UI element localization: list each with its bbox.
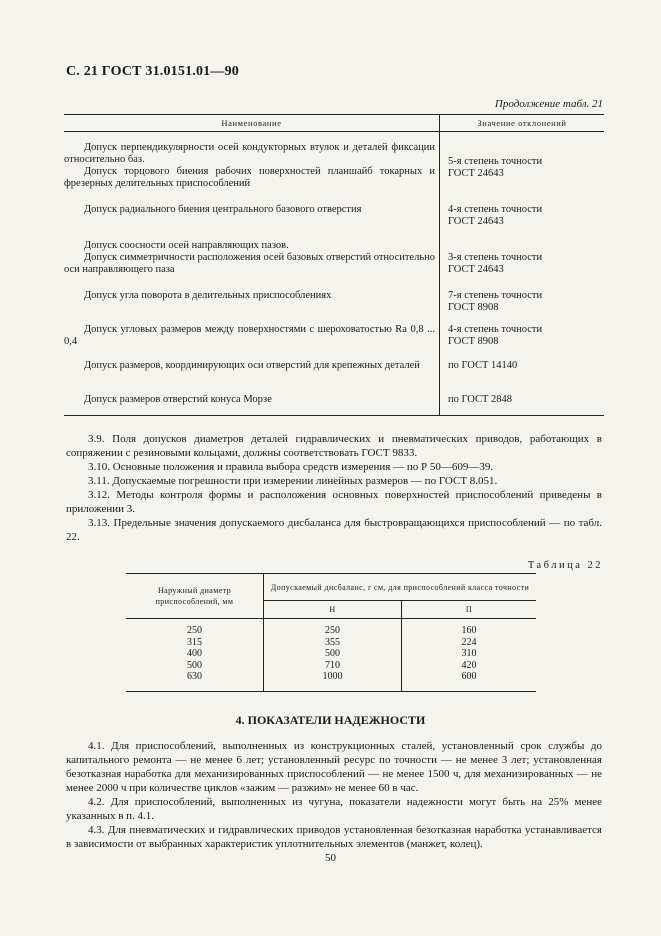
cell: 250 [325,625,340,636]
row-value: ГОСТ 24643 [448,168,504,179]
cell: 250 [187,625,202,636]
row-value: 7-я степень точности [448,289,543,301]
paragraph: 4.1. Для приспособлений, выполненных из конструкционных сталей, установленный срок службы до капитального ремонта — не менее 6 лет; установленный ресурс по точности — не менее 3 лет; установленная безотказная наработка для механизированных приспособлений — не менее 1500 ч, для механизированных — не менее 2000 ч при количестве циклов «зажим — разжим» не менее 60 в час. [66,740,602,794]
table-row [64,316,604,352]
table-row [64,230,604,282]
row-name: Допуск угловых размеров между поверхностями с шероховатостью Ra 0,8 ... 0,4 [64,323,435,347]
row-value: 4-я степень точности [448,323,543,335]
row-name: Допуск соосности осей направляющих пазов. [84,239,289,251]
section-title: 4. ПОКАЗАТЕЛИ НАДЕЖНОСТИ [235,713,426,727]
section3-paragraphs [66,432,602,544]
cell: 400 [187,648,202,659]
diameter-values [126,619,264,692]
cell: 630 [187,671,202,682]
row-name: Допуск размеров, координирующих оси отверстий для крепежных деталей [84,359,420,371]
page-header: С. 21 ГОСТ 31.0151.01—90 [66,64,239,79]
class-p-values [402,619,537,692]
row-name: Допуск симметричности расположения осей базовых отверстий относительно оси направляющего паза [64,251,435,275]
col-header-diameter: Наружный диаметр приспособлений, мм [126,574,264,619]
col-header-imbalance: Допускаемый дисбаланс, г см, для приспособлений класса точности [264,574,537,601]
cell: 500 [325,648,340,659]
col-header-value: Значение отклонений [440,115,605,132]
cell: 500 [187,659,202,671]
table-row [64,282,604,316]
row-value: ГОСТ 8908 [448,335,499,347]
table-row [64,386,604,416]
cell: 310 [461,648,477,659]
row-value: по ГОСТ 2848 [448,393,513,405]
row-value: ГОСТ 8908 [448,301,499,313]
tolerance-table [64,114,604,416]
page-number: 50 [325,852,336,864]
cell: 224 [461,636,477,648]
row-value: ГОСТ 24643 [448,263,504,275]
paragraph: 4.2. Для приспособлений, выполненных из чугуна, показатели надежности могут быть на 25% менее указанных в п. 4.1. [66,796,602,822]
table-row [64,132,604,194]
cell: 160 [461,625,477,636]
section4-paragraphs [66,739,602,851]
row-value: по ГОСТ 14140 [448,359,518,371]
row-name: Допуск угла поворота в делительных приспособлениях [84,289,332,301]
class-n-values [264,619,402,692]
cell: 1000 [322,671,343,682]
col-header-class-n: Н [264,601,402,619]
cell: 420 [461,659,477,671]
table-row [64,352,604,386]
cell: 710 [325,659,340,671]
row-value: 3-я степень точности [448,251,543,263]
table22-caption: Таблица 22 [527,560,603,571]
row-name: Допуск перпендикулярности осей кондукторных втулок и деталей фиксации относительно баз. [64,142,435,165]
cell: 355 [325,636,340,648]
paragraph: 3.9. Поля допусков диаметров деталей гидравлических и пневматических приводов, работающих в сопряжении с резиновыми кольцами, должны соответствовать ГОСТ 9833. [66,433,602,459]
row-name: Допуск торцового биения рабочих поверхностей планшайб токарных и фрезерных делительных приспособлений [64,166,435,189]
row-name: Допуск размеров отверстий конуса Морзе [84,393,272,405]
col-header-name: Наименование [64,115,440,132]
row-name: Допуск радиального биения центрального базового отверстия [84,203,362,215]
cell: 315 [187,636,202,648]
paragraph: 3.12. Методы контроля формы и расположения основных поверхностей приспособлений приведены в приложении 3. [66,489,602,515]
cell: 600 [461,671,477,682]
row-value: ГОСТ 24643 [448,215,504,227]
table-continuation-label: Продолжение табл. 21 [494,98,603,110]
row-value: 5-я степень точности [448,156,543,167]
col-header-class-p: П [402,601,537,619]
paragraph: 3.11. Допускаемые погрешности при измерении линейных размеров — по ГОСТ 8.051. [88,475,498,487]
paragraph: 3.13. Предельные значения допускаемого дисбаланса для быстровращающихся приспособлений — по табл. 22. [66,517,602,543]
row-value: 4-я степень точности [448,203,543,215]
paragraph: 3.10. Основные положения и правила выбора средств измерения — по Р 50—609—39. [88,461,494,473]
paragraph: 4.3. Для пневматических и гидравлических приводов установленная безотказная наработка устанавливается в зависимости от выбранных характеристик уплотнительных элементов (манжет, колец). [66,824,602,850]
table-row [64,194,604,230]
imbalance-table [126,573,536,692]
